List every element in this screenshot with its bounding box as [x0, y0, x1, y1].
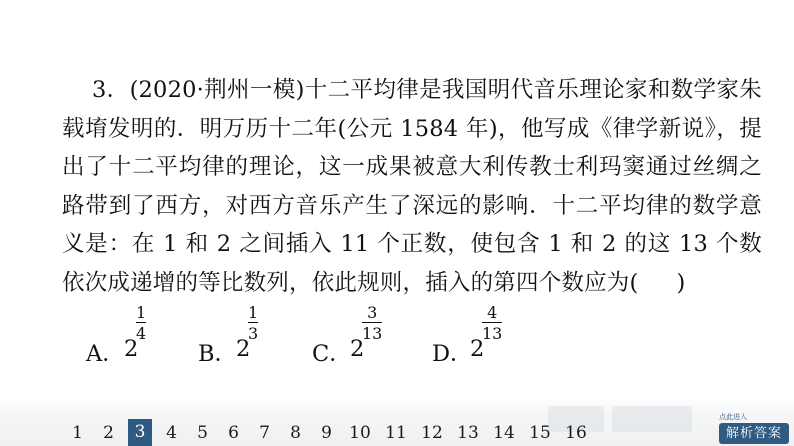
fraction-bar	[136, 322, 146, 323]
page-13-button[interactable]: 13	[457, 422, 479, 443]
option-a-base: 2	[124, 336, 139, 362]
option-b-denominator: 3	[248, 324, 259, 343]
page-5-button[interactable]: 5	[197, 422, 208, 443]
page-8-button[interactable]: 8	[290, 422, 301, 443]
option-d-denominator: 13	[482, 324, 503, 343]
fraction-bar	[362, 322, 382, 323]
page-12-button[interactable]: 12	[421, 422, 443, 443]
page-4-button[interactable]: 4	[166, 422, 177, 443]
fraction-bar	[482, 322, 502, 323]
page-16-button[interactable]: 16	[565, 422, 587, 443]
problem-number-dot: ．	[106, 77, 130, 103]
page-2-button[interactable]: 2	[103, 422, 114, 443]
page-3-button[interactable]: 3	[128, 419, 152, 446]
answer-options	[86, 300, 726, 370]
option-c-denominator: 13	[362, 324, 383, 343]
page-6-button[interactable]: 6	[228, 422, 239, 443]
option-a-denominator: 4	[136, 324, 147, 343]
option-a-exponent	[136, 304, 146, 342]
option-b-base: 2	[236, 336, 251, 362]
option-d-numerator: 4	[487, 303, 498, 322]
option-b-numerator: 1	[248, 303, 259, 322]
option-b-label: B．	[198, 341, 238, 367]
option-d-base: 2	[470, 336, 485, 362]
answer-button-hint: 点此进入	[719, 413, 747, 421]
option-c-label: C．	[312, 341, 352, 367]
page-navigation	[62, 419, 594, 446]
page-10-button[interactable]: 10	[349, 422, 371, 443]
problem-body: 十二平均律是我国明代音乐理论家和数学家朱载堉发明的．明万历十二年(公元 1584 年)，他写成《律学新说》，提出了十二平均律的理论，这一成果被意大利传教士利玛窦通过丝绸之路带到了西方，对西方音乐产生了深远的影响．十二平均律的数学意义是：在 1 和 2 之间插入 11 个正数，使包含 1 和 2 的这 13 个数依次成递增的等比数列，依此规则，插入的第四个数应为(	[62, 77, 762, 296]
option-d-label: D．	[432, 341, 473, 367]
option-d-exponent	[482, 304, 502, 342]
answer-analysis-button[interactable]	[719, 413, 789, 444]
problem-source: (2020·荆州一模)	[129, 77, 305, 103]
page-7-button[interactable]: 7	[259, 422, 270, 443]
option-c-numerator: 3	[367, 303, 378, 322]
option-a-numerator: 1	[136, 303, 147, 322]
problem-number: 3	[92, 77, 107, 103]
option-c-exponent	[362, 304, 382, 342]
page-14-button[interactable]: 14	[493, 422, 515, 443]
fraction-bar	[248, 322, 258, 323]
problem-blank-close: )	[676, 269, 686, 296]
option-c-base: 2	[350, 336, 365, 362]
page-9-button[interactable]: 9	[321, 422, 332, 443]
answer-button-label: 解析答案	[719, 423, 789, 444]
page-1-button[interactable]: 1	[72, 422, 83, 443]
option-b-exponent	[248, 304, 258, 342]
option-a-label: A．	[86, 341, 125, 367]
problem-text	[62, 71, 762, 303]
page-15-button[interactable]: 15	[529, 422, 551, 443]
page-11-button[interactable]: 11	[385, 422, 407, 443]
footer-decoration	[612, 406, 692, 432]
